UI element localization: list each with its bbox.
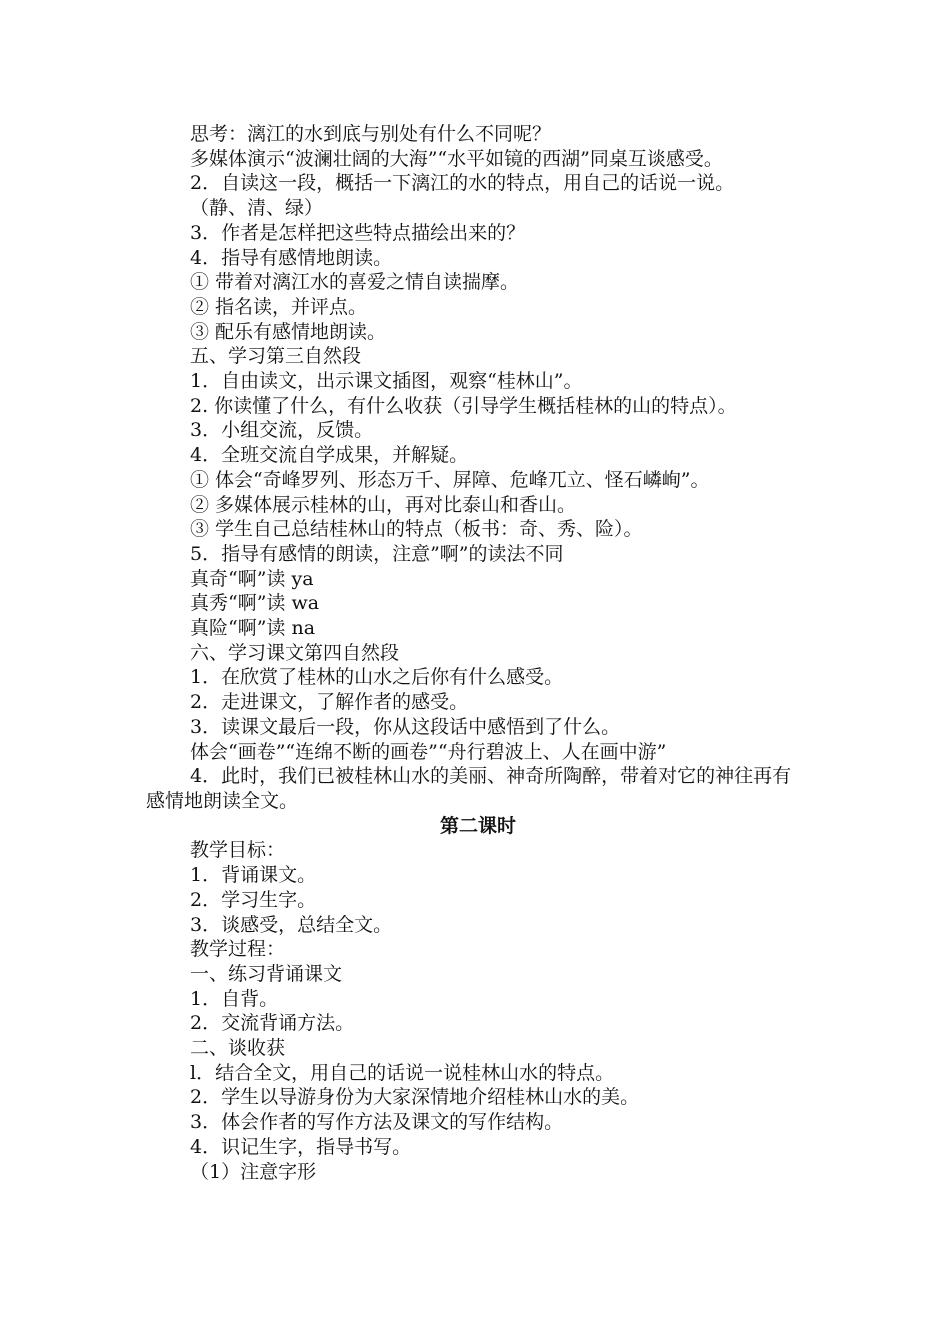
document-page	[146, 122, 810, 1184]
paragraph: ② 指名读，并评点。	[190, 295, 368, 318]
paragraph: ① 带着对漓江水的喜爱之情自读揣摩。	[190, 271, 520, 294]
lesson-title: 第二课时	[439, 814, 516, 837]
paragraph: 多媒体演示“波澜壮阔的大海”“水平如镜的西湖”同桌互谈感受。	[190, 147, 723, 170]
paragraph: 2．交流背诵方法。	[190, 1012, 355, 1035]
paragraph: （静、清、绿）	[190, 197, 324, 220]
paragraph: 体会“画卷”“连绵不断的画卷”“舟行碧波上、人在画中游”	[190, 740, 667, 763]
paragraph: ① 体会“奇峰罗列、形态万千、屏障、危峰兀立、怪石嶙峋”。	[190, 468, 710, 491]
paragraph: 5．指导有感情的朗读，注意”啊”的读法不同	[190, 542, 564, 565]
paragraph: 1．背诵课文。	[190, 864, 317, 887]
paragraph: 思考：漓江的水到底与别处有什么不同呢？	[190, 123, 552, 145]
paragraph: 真奇“啊”读 ya	[190, 567, 314, 590]
paragraph: 2．走进课文，了解作者的感受。	[190, 691, 469, 714]
paragraph: 2．学习生字。	[190, 888, 317, 911]
paragraph: ③ 配乐有感情地朗读。	[190, 320, 387, 343]
paragraph: 4．识记生字，指导书写。	[190, 1135, 412, 1158]
paragraph: 1．在欣赏了桂林的山水之后你有什么感受。	[190, 666, 564, 689]
paragraph: 2. 你读懂了什么，有什么收获（引导学生概括桂林的山的特点）。	[190, 394, 737, 417]
paragraph: 3．谈感受，总结全文。	[190, 913, 393, 936]
paragraph: ③ 学生自己总结桂林山的特点（板书：奇、秀、险）。	[190, 518, 643, 541]
paragraph: 教学过程：	[190, 938, 286, 961]
paragraph: 4．此时，我们已被桂林山水的美丽、神奇所陶醉，带着对它的神往再有感情地朗读全文。	[146, 765, 792, 812]
paragraph: 2．学生以导游身份为大家深情地介绍桂林山水的美。	[190, 1086, 640, 1109]
paragraph: 4．指导有感情地朗读。	[190, 246, 393, 269]
paragraph: （1）注意字形	[190, 1160, 317, 1183]
paragraph: ② 多媒体展示桂林的山，再对比泰山和香山。	[190, 493, 577, 516]
paragraph: 3．体会作者的写作方法及课文的写作结构。	[190, 1111, 564, 1134]
paragraph: 真险“啊”读 na	[190, 617, 316, 640]
section-heading: 一、练习背诵课文	[190, 962, 343, 985]
paragraph: 3．小组交流，反馈。	[190, 419, 374, 442]
paragraph: 4．全班交流自学成果，并解疑。	[190, 444, 469, 467]
section-heading: 六、学习课文第四自然段	[190, 641, 400, 664]
paragraph: 2．自读这一段，概括一下漓江的水的特点，用自己的话说一说。	[190, 172, 735, 195]
paragraph: 3．作者是怎样把这些特点描绘出来的？	[190, 221, 526, 244]
paragraph: 3．读课文最后一段，你从这段话中感悟到了什么。	[190, 715, 621, 738]
paragraph: l．结合全文，用自己的话说一说桂林山水的特点。	[190, 1061, 615, 1084]
paragraph: 1．自由读文，出示课文插图，观察“桂林山”。	[190, 370, 583, 393]
section-heading: 二、谈收获	[190, 1037, 286, 1060]
paragraph: 1．自背。	[190, 987, 279, 1010]
paragraph: 真秀“啊”读 wa	[190, 592, 320, 615]
paragraph: 教学目标：	[190, 839, 286, 862]
section-heading: 五、学习第三自然段	[190, 345, 362, 368]
